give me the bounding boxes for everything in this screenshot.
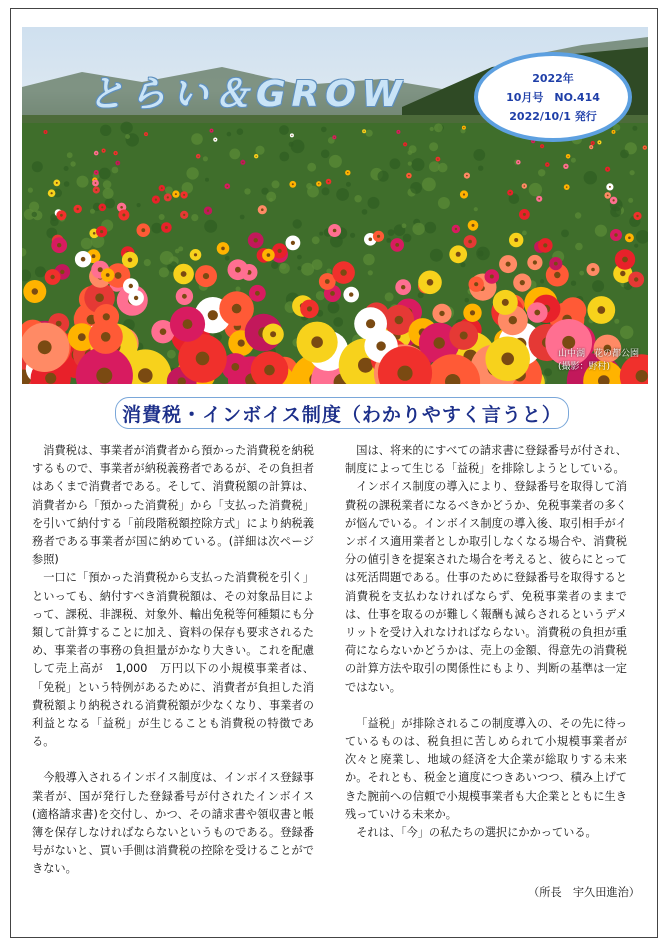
zinnia-flower [507,190,513,196]
zinnia-flower [509,233,523,247]
zinnia-flower [262,249,275,262]
zinnia-flower [75,251,91,267]
zinnia-flower [152,196,160,204]
zinnia-flower [113,151,117,155]
zinnia-flower [485,269,500,284]
zinnia-flower [94,304,120,330]
paragraph: 今般導入されるインボイス制度は、インボイス登録事業者が、国が発行した登録番号が付されたインボイス(適格請求書)を交付し、かつ、その請求書や領収書と帳簿を保存しなければならないというものである。登録番号がないと、買い手側は消費税の控除を受けることができない。 [32,771,314,876]
zinnia-flower [44,130,48,134]
zinnia-flower [604,192,611,199]
zinnia-flower [249,285,266,302]
zinnia-flower [102,149,106,153]
zinnia-flower [545,162,550,167]
paragraph: 一口に「預かった消費税から支払った消費税を引く」といっても、納付すべき消費税額は、その対象品目によって、課税、非課税、対象外、輸出免税等何種類にも分類して計算することに加え、資料の保存も要求されるため、事業者の事務の負担量がかなり大きい。これを配慮して売上高が 1,000 万円以下の小規模事業者は、「免税」という特例があるために、消費者が負担した消費税額より納税される消費税額が少なくなり、事業者の利益となる「益税」が生じることも消費税の特徴である。 [32,571,314,749]
zinnia-flower [513,274,531,292]
zinnia-flower [406,173,412,179]
zinnia-flower [180,191,187,198]
zinnia-flower [56,210,66,220]
zinnia-flower [123,278,139,294]
zinnia-flower [48,189,56,197]
zinnia-flower [464,235,477,248]
zinnia-flower [96,226,107,237]
zinnia-flower [92,180,99,187]
paragraph: インボイス制度の導入により、登録番号を取得して消費税の課税業者になるべきかどうか、免税事業者の多くが悩んでいる。インボイス制度の導入後、取引相手がインボイス適用業者としか取引しなくなる場合や、消費税分の値引きを提案された場合を考えると、彼らにとっては死活問題である。仕事のために登録番号を取得すると消費税を支払わなければならず、免税事業者のままでは、仕事を取るのが難しく報酬も減らされるというデメリットを受け入れなければならない。消費税の負担が重荷にならないかどうかは、売上の金額、得意先の消費税の計算方法や取引の関係性にもより、判断の基準は一定ではない。 [345,480,627,694]
zinnia-flower [536,196,542,202]
zinnia-flower [240,160,245,165]
zinnia-flower [118,210,129,221]
zinnia-flower [612,130,616,134]
zinnia-flower [390,238,404,252]
zinnia-flower [94,151,99,156]
zinnia-flower [564,184,570,190]
issue-number: 10月号 NO.414 [506,90,600,104]
zinnia-flower [254,154,258,158]
zinnia-flower [436,157,441,162]
zinnia-flower [300,300,319,319]
zinnia-flower [563,164,568,169]
zinnia-flower [219,291,254,326]
zinnia-flower [538,238,553,253]
paragraph: 国は、将来的にすべての請求書に登録番号が付され、制度によって生じる「益税」を排除しようとしている。 [345,444,627,476]
zinnia-flower [610,197,618,205]
zinnia-flower [122,252,138,268]
zinnia-flower [527,302,548,323]
zinnia-flower [172,190,179,197]
zinnia-flower [328,224,341,237]
zinnia-flower [354,307,387,340]
zinnia-flower [164,193,172,201]
issue-badge [474,52,632,142]
zinnia-flower [587,296,615,324]
zinnia-flower [115,161,120,166]
zinnia-flower [190,249,202,261]
zinnia-flower [51,237,67,253]
zinnia-flower [161,222,172,233]
zinnia-flower [643,145,647,149]
zinnia-flower [589,145,593,149]
zinnia-flower [527,255,542,270]
zinnia-flower [225,183,231,189]
zinnia-flower [94,170,99,175]
zinnia-flower [615,249,635,269]
zinnia-flower [286,236,301,251]
zinnia-flower [432,304,451,323]
zinnia-flower [45,269,61,285]
article-headline: 消費税・インボイス制度（わかりやすく言うと） [115,397,569,429]
author-signature: （所長 宇久田進治） [528,886,640,899]
zinnia-flower [345,170,350,175]
zinnia-flower [99,204,107,212]
zinnia-flower [587,263,600,276]
zinnia-flower [159,185,165,191]
zinnia-flower [633,212,641,220]
photo-caption [558,348,639,374]
zinnia-flower [499,255,517,273]
zinnia-flower [217,242,230,255]
zinnia-flower [605,167,610,172]
zinnia-flower [195,265,217,287]
zinnia-flower [597,140,601,144]
zinnia-flower [196,154,201,159]
zinnia-flower [93,186,100,193]
zinnia-flower [493,290,518,315]
zinnia-flower [452,225,460,233]
zinnia-flower [606,183,613,190]
zinnia-flower [462,126,466,130]
zinnia-flower [464,173,470,179]
zinnia-flower [396,130,400,134]
zinnia-flower [101,268,114,281]
zinnia-flower [519,209,530,220]
zinnia-flower [23,280,46,303]
zinnia-flower [213,138,217,142]
zinnia-flower [403,142,407,146]
zinnia-flower [204,207,212,215]
zinnia-flower [449,245,467,263]
paragraph: 消費税は、事業者が消費者から預かった消費税を納税するもので、事業者が納税義務者であるが、その負担者はあくまで消費者である。そして、消費税額の計算は、消費者から「預かった消費税」から「支払った消費税」を引いて納付する「前段階税額控除方式」により納税義務者である事業者が国に納めている。(詳細は次ページ参照) [32,444,314,567]
zinnia-flower [180,211,188,219]
paragraph: 「益税」が排除されるこの制度導入の、その先に待っているものは、税負担に苦しめられて小規模事業者が次々と廃業し、地域の経済を大企業が総取りする未来か。それとも、税金と適度につきあいつつ、積み上げてきた腕前への信頼で小規模事業者も大企業とともに生き残っていける未来か。 [345,716,627,821]
photo-caption-location: 山中湖 花の都公園 [558,349,640,359]
zinnia-flower [460,190,468,198]
zinnia-flower [210,129,214,133]
zinnia-flower [628,272,644,288]
zinnia-flower [395,279,411,295]
zinnia-flower [262,324,283,345]
zinnia-flower [610,229,622,241]
zinnia-flower [22,323,69,372]
zinnia-flower [173,264,194,285]
left-column [32,442,314,879]
zinnia-flower [540,144,544,148]
zinnia-flower [332,135,336,139]
zinnia-flower [516,160,521,165]
zinnia-flower [170,307,205,342]
zinnia-flower [316,181,321,186]
paragraph: それは、「今」の私たちの選択にかかっている。 [356,826,597,840]
zinnia-flower [326,179,332,185]
zinnia-flower [289,181,296,188]
zinnia-flower [566,154,571,159]
zinnia-flower [258,205,267,214]
photo-caption-credit: (撮影：野村) [558,362,611,372]
right-column [345,442,627,842]
zinnia-flower [74,205,82,213]
zinnia-flower [418,271,442,295]
zinnia-flower [625,233,634,242]
zinnia-flower [343,287,359,303]
zinnia-flower [332,261,355,284]
issue-year: 2022年 [532,71,574,85]
zinnia-flower [469,277,484,292]
zinnia-flower [53,180,60,187]
zinnia-flower [176,288,193,305]
zinnia-flower [248,232,264,248]
zinnia-flower [228,259,249,280]
zinnia-flower [591,141,595,145]
masthead-title: とらい＆GROW [88,74,408,115]
zinnia-flower [144,132,148,136]
zinnia-flower [137,223,151,237]
zinnia-flower [522,183,527,188]
zinnia-flower [373,231,384,242]
issue-date: 2022/10/1 発行 [509,109,597,123]
zinnia-flower [290,133,294,137]
zinnia-flower [297,322,338,363]
zinnia-flower [549,257,562,270]
zinnia-flower [449,321,478,350]
zinnia-flower [468,220,479,231]
zinnia-flower [485,337,530,382]
zinnia-flower [463,304,481,322]
zinnia-flower [362,129,366,133]
